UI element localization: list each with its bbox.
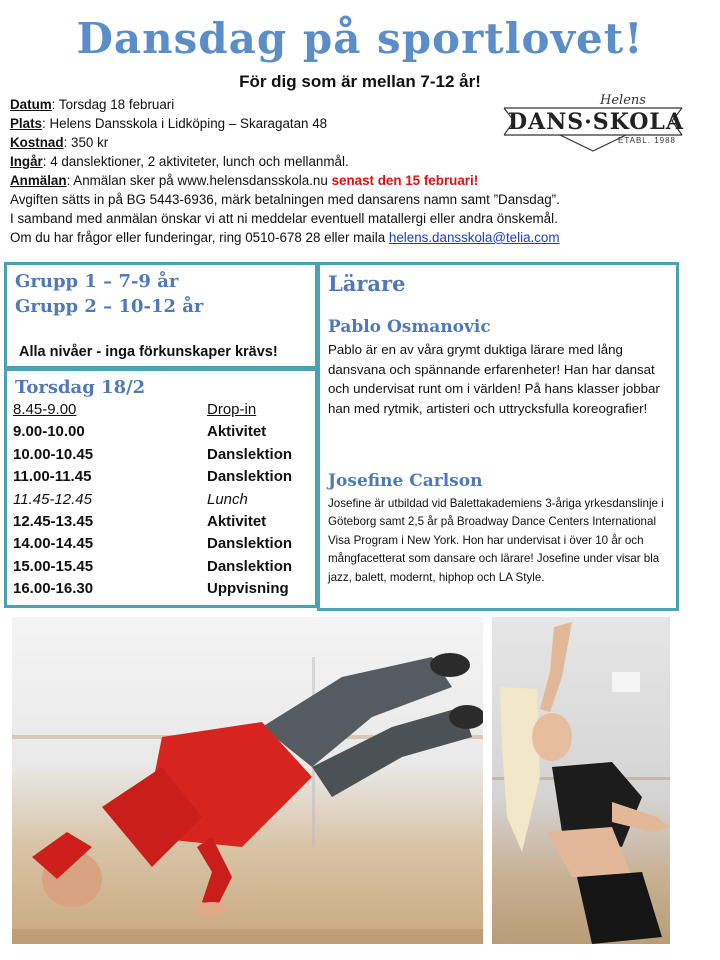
teacher-pablo-name: Pablo Osmanovic [328,317,491,337]
teachers-box [317,262,679,611]
schedule-row [13,535,313,557]
info-payment: Avgiften sätts in på BG 5443-6936, märk betalningen med dansarens namn samt ”Dansdag”. [10,192,560,207]
ingar-label: Ingår [10,154,43,169]
dancer-photo [492,617,670,944]
kostnad-label: Kostnad [10,135,64,150]
schedule-heading: Torsdag 18/2 [15,377,146,398]
schedule-activity: Lunch [207,490,248,508]
schedule-time: 14.00-14.45 [13,535,94,553]
schedule-activity: Danslektion [207,445,293,463]
dansskola-logo [500,95,686,157]
ingar-value: : 4 danslektioner, 2 aktiviteter, lunch och mellanmål. [42,154,349,169]
group-1: Grupp 1 – 7-9 år [15,271,179,292]
groups-box [4,262,318,369]
plats-label: Plats [10,116,43,131]
logo-word: DANS·SKOLA [508,109,684,135]
schedule-time: 15.00-15.45 [13,557,94,575]
teacher-josefine-desc: Josefine är utbildad vid Balettakademiens 3-åriga yrkesdanslinje i Göteborg samt 2,5 år på Broadway Dance Centers International Visa Program i New York. Hon har undervisat i över 10 år och mångfacetterat som dansare och lärare! Josefine under visar bla jazz, balett, modernt, hiphop och LA Style. [328,497,664,584]
schedule-row [13,468,313,490]
info-allergy: I samband med anmälan önskar vi att ni meddelar eventuell matallergi eller andra önskemål. [10,211,558,226]
breakdancer-photo [12,617,483,944]
email-link[interactable]: helens.dansskola@telia.com [388,230,560,245]
logo-script: Helens [600,93,646,108]
schedule-table [13,401,313,603]
schedule-row [13,423,313,445]
schedule-time: 12.45-13.45 [13,512,94,530]
teacher-pablo-desc: Pablo är en av våra grymt duktiga lärare med lång dansvana och spännande erfarenheter! Han har dansat och undervisat runt om i världen! På hans klasser jobbar han med rytmik, artisteri och uttrycksfulla koreografier! [328,342,660,416]
teachers-heading: Lärare [328,271,406,296]
datum-value: : Torsdag 18 februari [51,97,175,112]
schedule-row [13,558,313,580]
info-anmalan [10,171,630,190]
breakdancer-figure [12,617,483,944]
dancer-figure [492,617,670,944]
kostnad-value: : 350 kr [63,135,109,150]
schedule-activity: Danslektion [207,535,293,553]
datum-label: Datum [10,97,52,112]
page-title: Dansdag på sportlovet! [76,14,644,63]
anmalan-deadline: senast den 15 februari! [331,173,479,188]
schedule-row [13,446,313,468]
group-2: Grupp 2 – 10-12 år [15,296,204,317]
schedule-activity: Aktivitet [207,512,267,530]
plats-value: : Helens Dansskola i Lidköping – Skaragatan 48 [42,116,328,131]
schedule-time: 9.00-10.00 [13,423,85,441]
schedule-row [13,401,313,423]
schedule-activity: Aktivitet [207,423,267,441]
schedule-activity: Danslektion [207,557,293,575]
schedule-activity: Drop-in [207,401,257,418]
schedule-time: 11.00-11.45 [13,468,92,486]
schedule-time: 10.00-10.45 [13,445,94,463]
anmalan-value: : Anmälan sker på www.helensdansskola.nu [66,173,332,188]
schedule-time: 8.45-9.00 [13,401,77,418]
contact-text: Om du har frågor eller funderingar, ring 0510-678 28 eller maila [10,230,389,245]
schedule-activity: Uppvisning [207,580,289,598]
schedule-box [4,368,318,608]
page-subtitle: För dig som är mellan 7-12 år! [239,72,481,91]
anmalan-label: Anmälan [10,173,67,188]
schedule-row [13,513,313,535]
schedule-time: 11.45-12.45 [13,490,92,508]
schedule-row [13,580,313,602]
schedule-activity: Danslektion [207,468,293,486]
teacher-josefine-name: Josefine Carlson [328,471,483,491]
logo-established: ETABL. 1988 [618,136,676,145]
levels-note: Alla nivåer - inga förkunskaper krävs! [19,344,278,360]
info-contact [10,228,630,247]
schedule-row [13,491,313,513]
schedule-time: 16.00-16.30 [13,580,94,598]
